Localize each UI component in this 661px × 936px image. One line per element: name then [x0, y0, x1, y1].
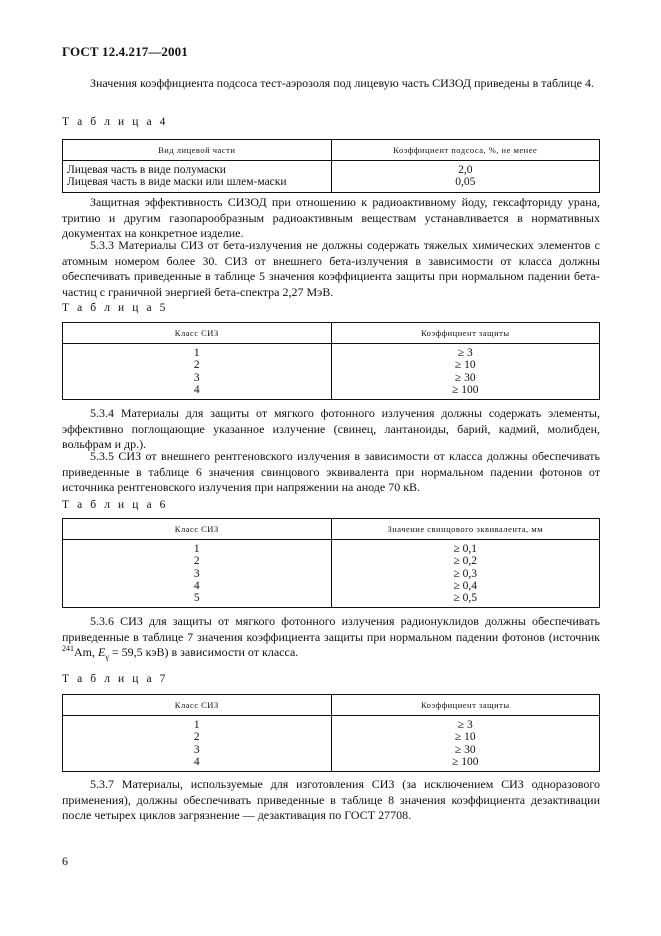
table7-class-2: 2: [193, 731, 200, 744]
table5-label: Т а б л и ц а 5: [62, 302, 169, 314]
table6-value-5: ≥ 0,5: [453, 592, 478, 605]
table5-value-3: ≥ 30: [454, 371, 476, 384]
table5-value-2: ≥ 10: [454, 359, 476, 372]
table6-values: [331, 540, 600, 608]
table7-value-1: ≥ 3: [457, 719, 473, 731]
paragraph-5-3-3: 5.3.3 Материалы СИЗ от бета-излучения не должны содержать тяжелых химических элементов с атомным номером более 30. СИЗ от внешнего бета-излучения в зависимости от класса должны обеспечивать приведенные в таблице 5 значения коэффициента защиты при нормальном падении бета-частиц с граничной энергией бета-спектра 2,27 МэВ.: [62, 238, 600, 299]
table6-header-col1: Класс СИЗ: [63, 519, 332, 540]
paragraph-5-3-6-part1: 5.3.6 СИЗ для защиты от мягкого фотонного излучения радионуклидов должны обеспечивать приведенные в таблице 7 значения коэффициента защиты при нормальном падении фотонов (источник: [62, 614, 600, 644]
table5-class-4: 4: [193, 383, 200, 396]
table4-row2-name: Лицевая часть в виде маски или шлем-маски: [67, 176, 287, 189]
table7-header-col2: Коэффициент защиты: [331, 695, 600, 716]
table6-class-4: 4: [193, 579, 200, 592]
table6-header-col2: Значение свинцового эквивалента, мм: [331, 519, 600, 540]
table7-classes: [63, 716, 332, 772]
paragraph-5-3-4: 5.3.4 Материалы для защиты от мягкого фотонного излучения должны содержать элементы, эффективно поглощающие указанное излучение (свинец, лантаноиды, барий, кадмий, молибден, вольфрам и др.).: [62, 406, 600, 451]
paragraph-protective-efficiency: Защитная эффективность СИЗОД при отношению к радиоактивному йоду, гексафториду урана, тритию и другим газопарообразным радиоактивным веществам устанавливается в нормативных документах на конкретное изделие.: [62, 195, 600, 240]
table6-value-2: ≥ 0,2: [453, 555, 478, 568]
table5-class-1: 1: [193, 347, 200, 359]
table7-class-3: 3: [193, 743, 200, 756]
table6-class-2: 2: [193, 555, 200, 568]
table6-label: Т а б л и ц а 6: [62, 499, 169, 511]
paragraph-5-3-7: 5.3.7 Материалы, используемые для изготовления СИЗ (за исключением СИЗ одноразового применения), должны обеспечивать приведенные в таблице 8 значения коэффициента дезактивации после четырех циклов загрязнение — дезактивация по ГОСТ 27708.: [62, 777, 600, 822]
table-row: [63, 716, 600, 772]
table5-values: [331, 344, 600, 400]
table5-value-1: ≥ 3: [457, 347, 473, 359]
table7-class-1: 1: [193, 719, 200, 731]
table7-value-4: ≥ 100: [452, 755, 479, 768]
table5-value-4: ≥ 100: [452, 383, 479, 396]
paragraph-intro-table4: Значения коэффициента подсоса тест-аэрозоля под лицевую часть СИЗОД приведены в таблице 4.: [90, 76, 594, 90]
table5-classes: [63, 344, 332, 400]
table4-row1-name: Лицевая часть в виде полумаски: [67, 164, 226, 176]
table6-class-1: 1: [193, 543, 200, 555]
energy-subscript: γ: [105, 652, 109, 662]
table4-row2-value: 0,05: [455, 176, 476, 189]
table7-value-3: ≥ 30: [454, 743, 476, 756]
isotope-mass-number: 241: [62, 644, 74, 653]
table4-label: Т а б л и ц а 4: [62, 116, 169, 128]
table4-header-col1: Вид лицевой части: [63, 140, 332, 161]
table5-class-3: 3: [193, 371, 200, 384]
table7-class-4: 4: [193, 755, 200, 768]
table5-class-2: 2: [193, 359, 200, 372]
page-number: 6: [62, 854, 68, 868]
table4-row1-value: 2,0: [458, 164, 473, 176]
table5-header-col1: Класс СИЗ: [63, 323, 332, 344]
paragraph-5-3-6-part2: = 59,5 кэВ) в зависимости от класса.: [108, 645, 299, 659]
table6-value-1: ≥ 0,1: [453, 543, 478, 555]
table4-header-col2: Коэффициент подсоса, %, не менее: [331, 140, 600, 161]
table7-label: Т а б л и ц а 7: [62, 673, 169, 685]
table6: [62, 518, 600, 608]
table6-class-3: 3: [193, 567, 200, 580]
table6-value-3: ≥ 0,3: [453, 567, 478, 580]
table6-classes: [63, 540, 332, 608]
paragraph-5-3-6: [62, 614, 600, 665]
table4-values: [331, 161, 600, 193]
table5: [62, 322, 600, 400]
table-row: [63, 344, 600, 400]
table4-names: [63, 161, 332, 193]
energy-symbol: E: [98, 645, 106, 659]
paragraph-5-3-5: 5.3.5 СИЗ от внешнего рентгеновского излучения в зависимости от класса должны обеспечивать приведенные в таблице 6 значения свинцового эквивалента при нормальном падении фотонов от источника рентгеновского излучения при напряжении на аноде 70 кВ.: [62, 449, 600, 494]
isotope-symbol: Am,: [74, 645, 98, 659]
table5-header-col2: Коэффициент защиты: [331, 323, 600, 344]
table7-value-2: ≥ 10: [454, 731, 476, 744]
table-row: [63, 540, 600, 608]
document-header: ГОСТ 12.4.217—2001: [62, 44, 188, 59]
table7-header-col1: Класс СИЗ: [63, 695, 332, 716]
table7-values: [331, 716, 600, 772]
table6-value-4: ≥ 0,4: [453, 579, 478, 592]
table6-class-5: 5: [193, 592, 200, 605]
table-row: [63, 161, 600, 193]
table7: [62, 694, 600, 772]
table4: [62, 139, 600, 193]
